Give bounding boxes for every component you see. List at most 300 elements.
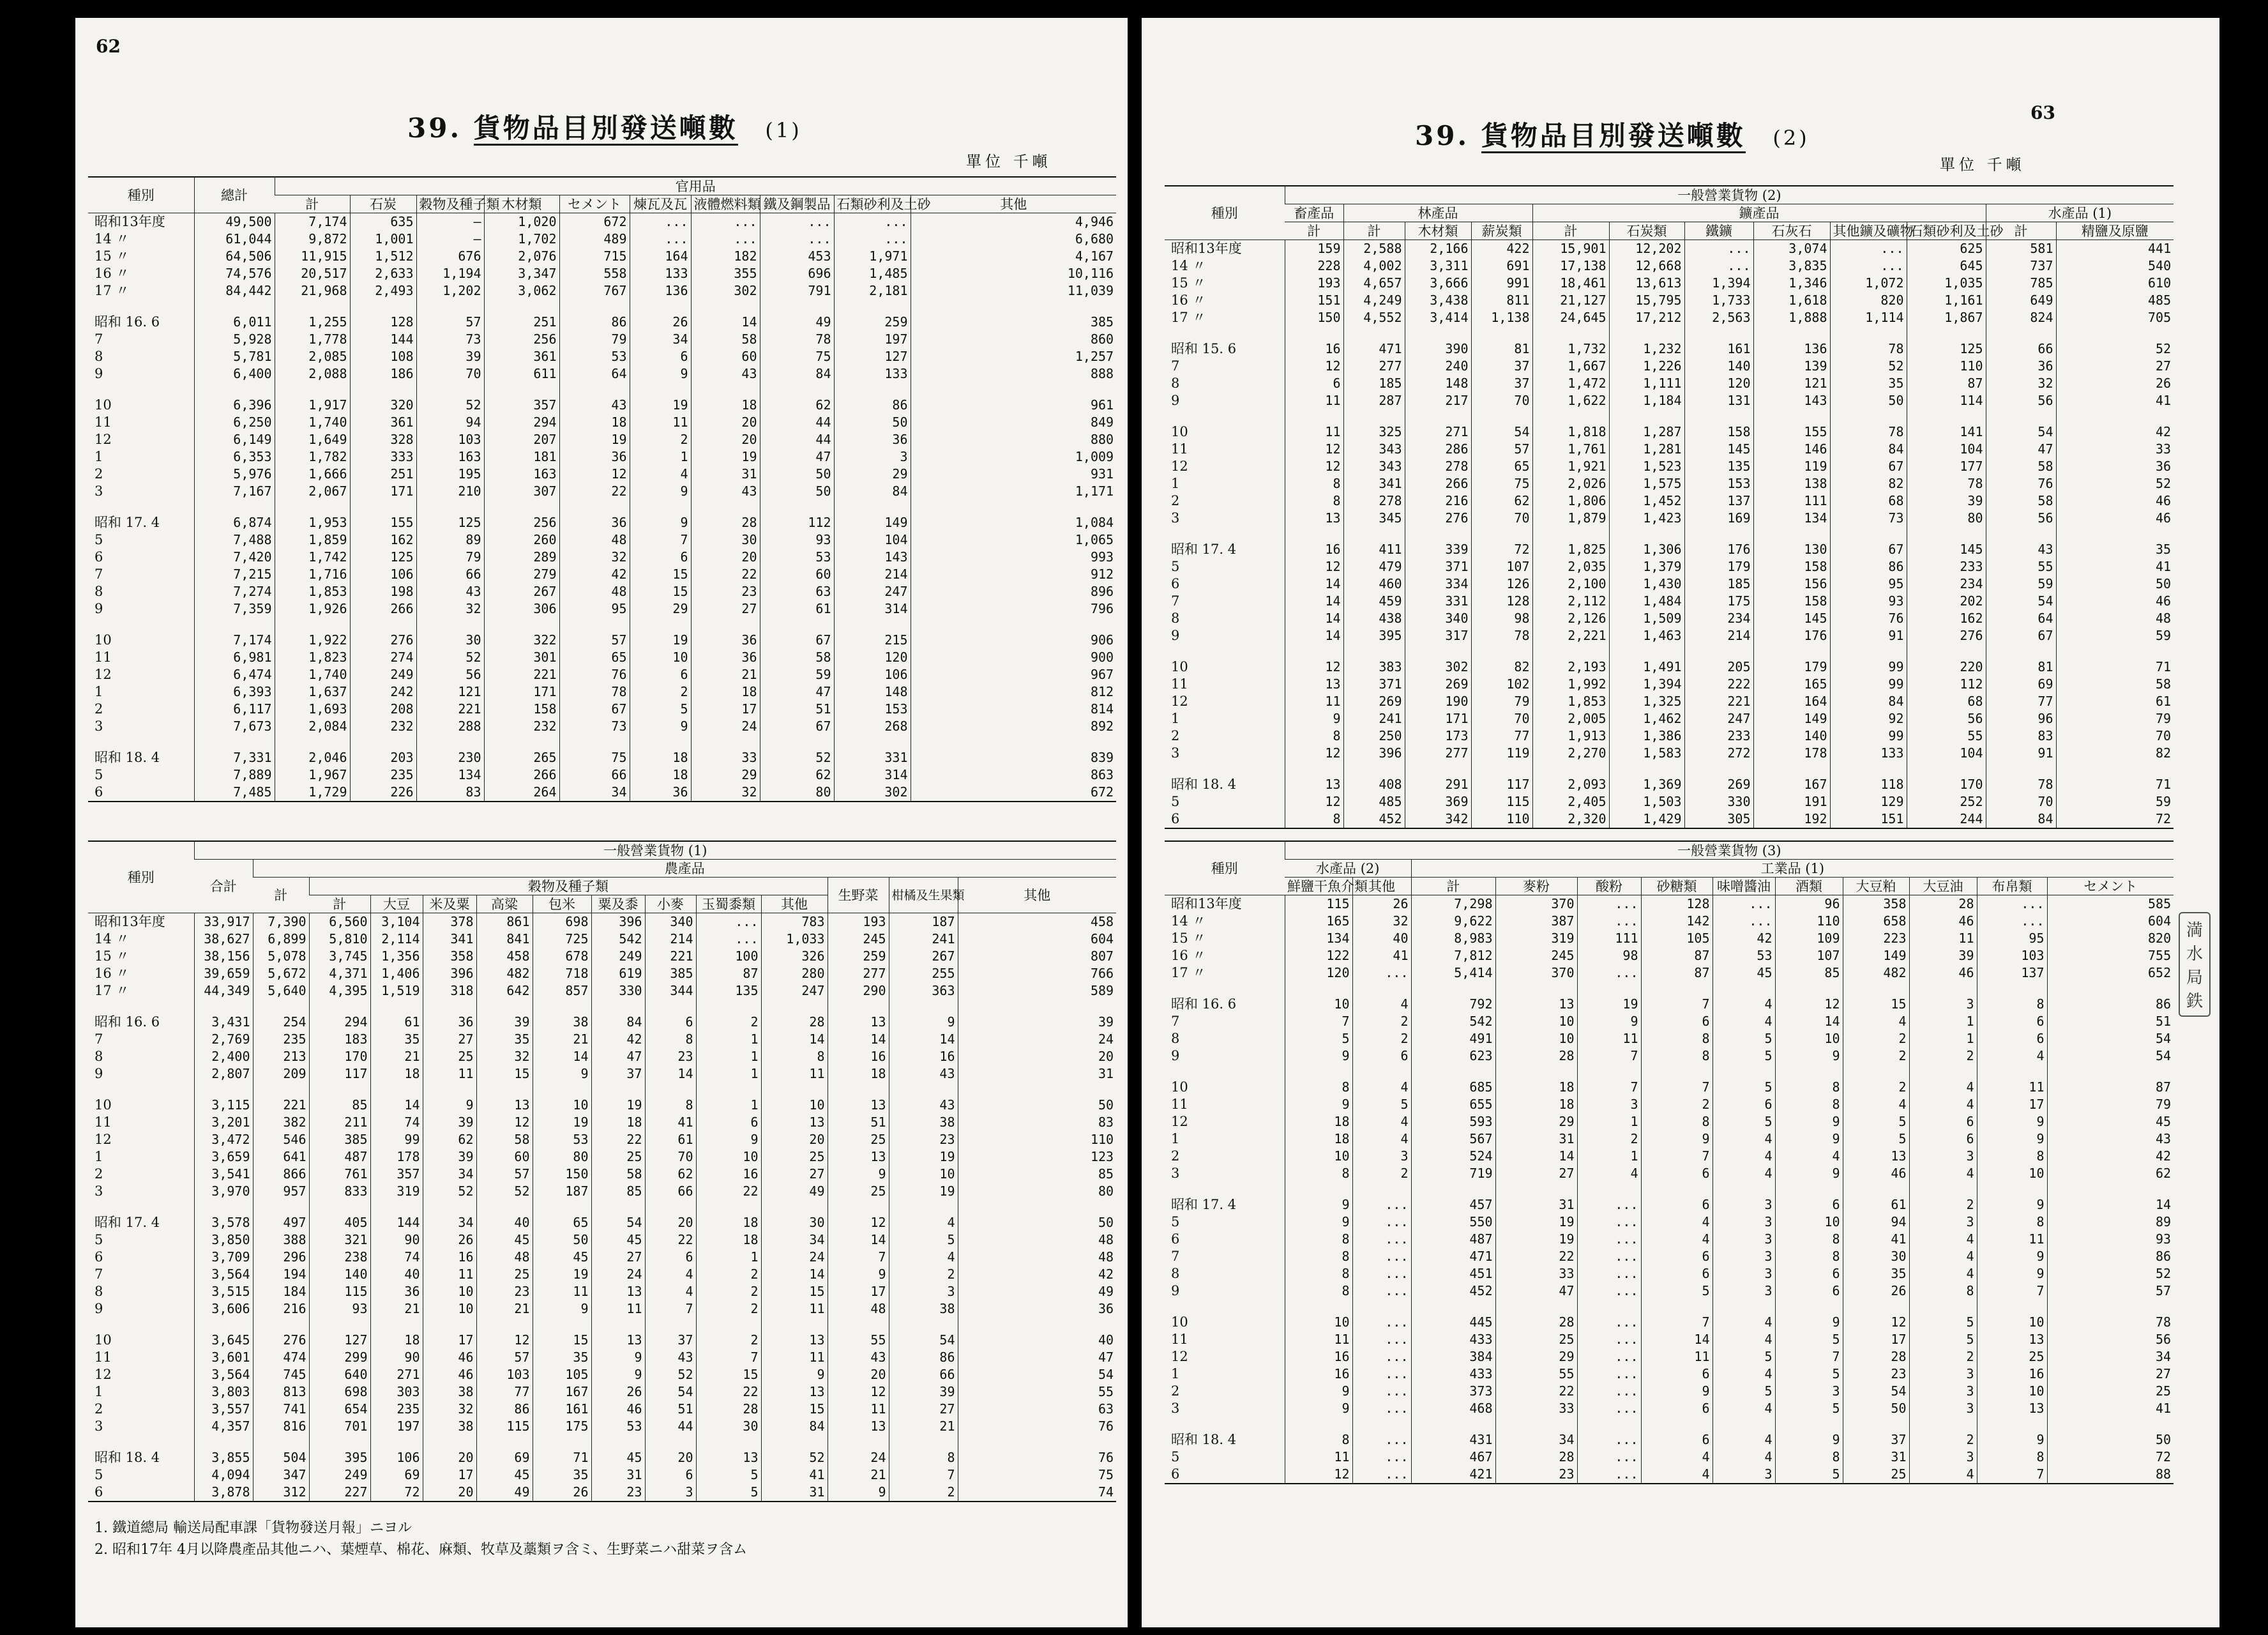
table-row xyxy=(88,965,1116,982)
cell-value: 857 xyxy=(533,982,591,1000)
cell-value xyxy=(1495,1300,1577,1314)
cell-value: 2 xyxy=(889,1484,958,1502)
table-row xyxy=(88,1249,1116,1266)
cell-value: 652 xyxy=(2047,964,2174,982)
cell-value: 4 xyxy=(1712,1400,1775,1417)
cell-value: 56 xyxy=(1907,710,1986,727)
cell-value xyxy=(958,1435,1116,1449)
cell-value: 3,835 xyxy=(1753,257,1830,275)
cell-value: 9 xyxy=(828,1484,889,1502)
cell-value: 208 xyxy=(350,701,416,718)
cell-value: 20 xyxy=(645,1449,696,1466)
cell-value: ... xyxy=(630,231,691,248)
cell-value: 9 xyxy=(1775,1431,1843,1449)
cell-value: 177 xyxy=(1907,458,1986,475)
cell-value xyxy=(1532,644,1609,658)
cell-value: 2,166 xyxy=(1405,240,1471,258)
cell-value: 685 xyxy=(1411,1079,1495,1096)
cell-value xyxy=(1843,1417,1909,1431)
cell-value: 57 xyxy=(559,632,630,649)
cell-value xyxy=(1609,527,1684,541)
cell-value: 13 xyxy=(1977,1400,2047,1417)
cell-value: 17 xyxy=(423,1466,476,1484)
cell-value: 26 xyxy=(533,1484,591,1502)
cell-value: 811 xyxy=(1471,292,1532,309)
cell-value: 36 xyxy=(630,784,691,802)
col-official-1: 石炭 xyxy=(350,195,416,213)
cell-value: 57 xyxy=(2047,1282,2174,1300)
cell-value xyxy=(1843,1065,1909,1079)
page-title xyxy=(1415,115,1810,153)
cell-value: 1,879 xyxy=(1532,510,1609,527)
cell-value: 159 xyxy=(1285,240,1343,258)
cell-value: 8 xyxy=(645,1097,696,1114)
cell-value: 36 xyxy=(834,431,911,448)
cell-value: 221 xyxy=(645,948,696,965)
cell-value: ... xyxy=(1352,1248,1411,1265)
cell-value: 3,347 xyxy=(484,265,559,282)
table-row xyxy=(88,1349,1116,1366)
cell-value: 43 xyxy=(691,483,760,500)
cell-value xyxy=(1343,326,1405,340)
table-row xyxy=(1165,693,2174,710)
cell-value: 1,853 xyxy=(275,583,350,600)
row-label xyxy=(1165,1417,1285,1431)
cell-value: 3,557 xyxy=(194,1401,253,1418)
cell-value: 259 xyxy=(828,948,889,965)
cell-value: 1,967 xyxy=(275,766,350,784)
cell-value: 17 xyxy=(691,701,760,718)
table-row xyxy=(88,583,1116,600)
cell-value: 37 xyxy=(1471,375,1532,392)
row-label: 10 xyxy=(1171,1314,1188,1330)
table-row xyxy=(88,1418,1116,1435)
cell-value xyxy=(696,1318,761,1332)
table-row xyxy=(1165,1079,2174,1096)
cell-value: 52 xyxy=(645,1366,696,1383)
cell-value: 88 xyxy=(2047,1466,2174,1484)
cell-value xyxy=(476,1318,533,1332)
cell-value xyxy=(533,1083,591,1097)
cell-value: 216 xyxy=(1405,492,1471,510)
cell-value: 3 xyxy=(1577,1096,1641,1113)
cell-value: 8 xyxy=(1285,1248,1352,1265)
cell-value: 3,115 xyxy=(194,1097,253,1114)
cell-value: 62 xyxy=(645,1166,696,1183)
cell-value xyxy=(253,1435,309,1449)
cell-value: 705 xyxy=(2056,309,2174,326)
cell-value: 38 xyxy=(423,1418,476,1435)
cell-value: 86 xyxy=(2047,996,2174,1013)
table-row xyxy=(1165,358,2174,375)
cell-value: 9 xyxy=(1285,1383,1352,1400)
cell-value: 321 xyxy=(309,1231,370,1249)
cell-value: 26 xyxy=(423,1231,476,1249)
cell-value xyxy=(1343,527,1405,541)
row-label: 5 xyxy=(1171,559,1180,574)
cell-value: 1,379 xyxy=(1609,558,1684,575)
col-g2-8: 其他鑛及礦物 xyxy=(1830,222,1907,240)
cell-value: 161 xyxy=(1684,340,1753,358)
cell-value: 314 xyxy=(834,600,911,618)
row-label: 8 xyxy=(1171,1031,1180,1046)
cell-value: 75 xyxy=(760,348,834,365)
cell-value: 128 xyxy=(1641,895,1712,913)
cell-value: 15 xyxy=(1843,996,1909,1013)
cell-value: 19 xyxy=(1495,1213,1577,1231)
cell-value: 4,946 xyxy=(911,213,1116,231)
cell-value xyxy=(1977,1182,2047,1196)
cell-value: 1 xyxy=(1577,1148,1641,1165)
cell-value: 4,395 xyxy=(309,982,370,1000)
cell-value: 42 xyxy=(1712,930,1775,947)
cell-value: 194 xyxy=(253,1266,309,1283)
cell-value: 67 xyxy=(1986,627,2056,644)
cell-value: 117 xyxy=(1471,776,1532,793)
cell-value: 13 xyxy=(591,1283,645,1300)
cell-value: 7 xyxy=(1977,1282,2047,1300)
cell-value xyxy=(696,1000,761,1014)
cell-value: 2,084 xyxy=(275,718,350,735)
cell-value: 824 xyxy=(1986,309,2056,326)
cell-value: 202 xyxy=(1907,593,1986,610)
cell-value: 370 xyxy=(1495,964,1577,982)
cell-value xyxy=(1411,982,1495,996)
row-label: 12 xyxy=(1171,459,1188,474)
cell-value: 813 xyxy=(253,1383,309,1401)
cell-value: 457 xyxy=(1411,1196,1495,1213)
cell-value: 98 xyxy=(1471,610,1532,627)
cell-value: 3 xyxy=(1712,1213,1775,1231)
cell-value: 43 xyxy=(1986,541,2056,558)
cell-value: 411 xyxy=(1343,541,1405,558)
cell-value: 45 xyxy=(476,1231,533,1249)
cell-value: 482 xyxy=(476,965,533,982)
cell-value: 9 xyxy=(761,1366,828,1383)
cell-value: 1,913 xyxy=(1532,727,1609,745)
cell-value: 1,138 xyxy=(1471,309,1532,326)
cell-value: 1,729 xyxy=(275,784,350,802)
cell-value: 326 xyxy=(761,948,828,965)
table-row xyxy=(88,300,1116,314)
cell-value: 136 xyxy=(630,282,691,300)
table-row xyxy=(88,1466,1116,1484)
cell-value: 4 xyxy=(1712,1331,1775,1348)
cell-value: 3,431 xyxy=(194,1014,253,1031)
cell-value: 146 xyxy=(1753,441,1830,458)
cell-value: 179 xyxy=(1684,558,1753,575)
cell-value: 5,810 xyxy=(309,931,370,948)
cell-value xyxy=(645,1000,696,1014)
cell-value: 66 xyxy=(416,566,484,583)
row-label: 1 xyxy=(94,1384,103,1399)
cell-value: 38 xyxy=(423,1383,476,1401)
cell-value: 61 xyxy=(370,1014,423,1031)
cell-value: 1,782 xyxy=(275,448,350,466)
cell-value: 232 xyxy=(350,718,416,735)
cell-value: 4 xyxy=(1775,1148,1843,1165)
cell-value: 331 xyxy=(834,749,911,766)
row-label: 7 xyxy=(1171,1249,1180,1264)
cell-value: 46 xyxy=(2056,593,2174,610)
col-kind: 種別 xyxy=(88,841,194,913)
cell-value: 371 xyxy=(1405,558,1471,575)
cell-value xyxy=(1977,982,2047,996)
cell-value: 2 xyxy=(696,1300,761,1318)
cell-value: 13 xyxy=(1285,676,1343,693)
cell-value: 70 xyxy=(1471,510,1532,527)
cell-value: 9 xyxy=(1775,1113,1843,1130)
cell-value: 27 xyxy=(2047,1365,2174,1383)
cell-value: 52 xyxy=(416,397,484,414)
cell-value: 27 xyxy=(889,1401,958,1418)
cell-value: 39 xyxy=(476,1014,533,1031)
cell-value xyxy=(1775,1300,1843,1314)
cell-value: 2 xyxy=(630,683,691,701)
cell-value: 86 xyxy=(476,1401,533,1418)
cell-value: 7,274 xyxy=(194,583,275,600)
cell-value: 1 xyxy=(1577,1113,1641,1130)
cell-value: 71 xyxy=(2056,776,2174,793)
cell-value: 205 xyxy=(1684,658,1753,676)
cell-value: 5 xyxy=(1352,1096,1411,1113)
cell-value: 19 xyxy=(889,1148,958,1166)
cell-value: 6 xyxy=(1775,1196,1843,1213)
cell-value xyxy=(1411,1182,1495,1196)
cell-value: 9 xyxy=(1641,1130,1712,1148)
cell-value: 14 xyxy=(761,1266,828,1283)
cell-value: 7,485 xyxy=(194,784,275,802)
cell-value: 171 xyxy=(484,683,559,701)
cell-value: 10 xyxy=(423,1300,476,1318)
cell-value: 1,491 xyxy=(1609,658,1684,676)
cell-value: 19 xyxy=(889,1183,958,1200)
cell-value: 62 xyxy=(2047,1165,2174,1182)
col-official-7: 鐵及鋼製品 xyxy=(760,195,834,213)
cell-value: 30 xyxy=(691,531,760,549)
cell-value: 1,740 xyxy=(275,414,350,431)
cell-value xyxy=(1532,326,1609,340)
cell-value: 11 xyxy=(1285,392,1343,409)
cell-value: 125 xyxy=(416,514,484,531)
col-kind: 種別 xyxy=(1165,841,1285,895)
cell-value xyxy=(958,1318,1116,1332)
cell-value xyxy=(253,1318,309,1332)
cell-value: 110 xyxy=(1471,810,1532,828)
cell-value: 1,423 xyxy=(1609,510,1684,527)
cell-value: 453 xyxy=(760,248,834,265)
cell-value: 66 xyxy=(889,1366,958,1383)
cell-value: 20 xyxy=(423,1449,476,1466)
cell-value: 3,709 xyxy=(194,1249,253,1266)
row-label: 昭和 16. 6 xyxy=(94,1014,160,1030)
cell-value xyxy=(484,383,559,397)
cell-value: 4 xyxy=(645,1266,696,1283)
cell-value: 29 xyxy=(630,600,691,618)
cell-value: 1,953 xyxy=(275,514,350,531)
row-label: 7 xyxy=(1171,593,1180,609)
cell-value: 3 xyxy=(1909,1148,1977,1165)
cell-value: 16 xyxy=(1977,1365,2047,1383)
cell-value xyxy=(1285,1300,1352,1314)
cell-value: 165 xyxy=(1285,913,1352,930)
cell-value: 28 xyxy=(1495,1314,1577,1331)
cell-value: 4 xyxy=(1909,1248,1977,1265)
cell-value: 10 xyxy=(1285,1314,1352,1331)
cell-value xyxy=(1909,1182,1977,1196)
cell-value: 3,745 xyxy=(309,948,370,965)
table-row xyxy=(1165,810,2174,828)
cell-value xyxy=(1775,1182,1843,1196)
cell-value: 13 xyxy=(761,1383,828,1401)
cell-value: 5 xyxy=(1712,1047,1775,1065)
cell-value: 383 xyxy=(1343,658,1405,676)
cell-value: 896 xyxy=(911,583,1116,600)
cell-value: 8 xyxy=(1977,1449,2047,1466)
cell-value: 10 xyxy=(889,1166,958,1183)
cell-value: 4 xyxy=(1712,1013,1775,1030)
cell-value: 44,349 xyxy=(194,982,253,1000)
cell-value: 9 xyxy=(591,1349,645,1366)
cell-value: 358 xyxy=(1843,895,1909,913)
row-label: 10 xyxy=(94,1097,112,1113)
cell-value: 63 xyxy=(760,583,834,600)
cell-value: 48 xyxy=(559,531,630,549)
cell-value: 46 xyxy=(1909,913,1977,930)
cell-value: 217 xyxy=(1405,392,1471,409)
cell-value: 1,001 xyxy=(350,231,416,248)
cell-value: 78 xyxy=(1471,627,1532,644)
table-row xyxy=(88,514,1116,531)
cell-value: 1,356 xyxy=(370,948,423,965)
cell-value: 66 xyxy=(559,766,630,784)
cell-value xyxy=(423,1318,476,1332)
cell-value: 355 xyxy=(691,265,760,282)
cell-value: 9 xyxy=(828,1266,889,1283)
cell-value: 252 xyxy=(1907,793,1986,810)
cell-value: 5,640 xyxy=(253,982,309,1000)
row-label: 7 xyxy=(94,1266,103,1282)
cell-value: 1,111 xyxy=(1609,375,1684,392)
cell-value: 54 xyxy=(2047,1047,2174,1065)
cell-value: 7 xyxy=(696,1349,761,1366)
table-row xyxy=(1165,1165,2174,1182)
col-grand-total: 合計 xyxy=(194,860,253,913)
cell-value: 50 xyxy=(2047,1431,2174,1449)
row-label: 11 xyxy=(94,1114,112,1130)
table-row xyxy=(1165,727,2174,745)
cell-value: 2 xyxy=(630,431,691,448)
cell-value: 47 xyxy=(760,448,834,466)
cell-value: 307 xyxy=(484,483,559,500)
cell-value: 13 xyxy=(828,1418,889,1435)
cell-value: 12,668 xyxy=(1609,257,1684,275)
cell-value: 197 xyxy=(834,331,911,348)
row-label: 昭和 15. 6 xyxy=(1171,341,1237,356)
cell-value: 345 xyxy=(1343,510,1405,527)
cell-value: 9 xyxy=(1775,1047,1843,1065)
cell-value: 5 xyxy=(1775,1365,1843,1383)
cell-value: 86 xyxy=(1830,558,1907,575)
footnote-2: 2. 昭和17年 4月以降農產品其他ニハ、葉煙草、棉花、麻類、牧草及藁類ヲ含ミ、生野菜ニハ甜菜ヲ含ム xyxy=(94,1542,748,1558)
row-label: 3 xyxy=(1171,1401,1180,1416)
cell-value: 737 xyxy=(1986,257,2056,275)
cell-value: 14 xyxy=(1285,627,1343,644)
table-row xyxy=(88,1031,1116,1048)
cell-value: 5 xyxy=(1641,1282,1712,1300)
cell-value: 4 xyxy=(1909,1231,1977,1248)
cell-value: 9 xyxy=(1285,1196,1352,1213)
cell-value: 165 xyxy=(1753,676,1830,693)
cell-value: 41 xyxy=(1843,1231,1909,1248)
cell-value: 114 xyxy=(1907,392,1986,409)
table-row xyxy=(1165,541,2174,558)
cell-value: 11 xyxy=(1977,1079,2047,1096)
cell-value: 460 xyxy=(1343,575,1405,593)
cell-value: 9 xyxy=(533,1065,591,1083)
cell-value: 18 xyxy=(1495,1079,1577,1096)
table-row xyxy=(1165,1265,2174,1282)
cell-value xyxy=(1641,1182,1712,1196)
cell-value: 78 xyxy=(760,331,834,348)
cell-value: 1,386 xyxy=(1609,727,1684,745)
cell-value: 50 xyxy=(760,466,834,483)
cell-value xyxy=(691,500,760,514)
cell-value: 4 xyxy=(1843,1096,1909,1113)
table-row xyxy=(88,683,1116,701)
cell-value: 278 xyxy=(1405,458,1471,475)
cell-value: 6 xyxy=(1641,1013,1712,1030)
cell-value: 76 xyxy=(559,666,630,683)
col-official-3: 木材類 xyxy=(484,195,559,213)
cell-value: 32 xyxy=(476,1048,533,1065)
cell-value: 312 xyxy=(253,1484,309,1502)
cell-value: 2,633 xyxy=(350,265,416,282)
cell-value: 1,394 xyxy=(1684,275,1753,292)
cell-value: 99 xyxy=(1830,727,1907,745)
cell-value: 43 xyxy=(828,1349,889,1366)
cell-value: 45 xyxy=(591,1449,645,1466)
cell-value: 46 xyxy=(423,1366,476,1383)
row-label: 15 〃 xyxy=(94,248,130,264)
cell-value xyxy=(630,383,691,397)
cell-value xyxy=(309,1318,370,1332)
table-row xyxy=(88,1200,1116,1214)
cell-value xyxy=(591,1200,645,1214)
cell-value: 3 xyxy=(1909,1383,1977,1400)
cell-value: 76 xyxy=(1986,475,2056,492)
cell-value: 82 xyxy=(1471,658,1532,676)
cell-value: ... xyxy=(1977,895,2047,913)
cell-value: 145 xyxy=(1684,441,1753,458)
row-label: 11 xyxy=(94,1350,112,1365)
cell-value: 256 xyxy=(484,331,559,348)
col-g3-2: 計 xyxy=(1411,878,1495,895)
row-label: 5 xyxy=(94,532,103,547)
cell-value: 30 xyxy=(761,1214,828,1231)
table-row xyxy=(88,466,1116,483)
cell-value: 9 xyxy=(1775,1165,1843,1182)
cell-value: 1,325 xyxy=(1609,693,1684,710)
cell-value: 9 xyxy=(1285,1096,1352,1113)
cell-value: 20 xyxy=(691,414,760,431)
cell-value xyxy=(911,618,1116,632)
cell-value: 39 xyxy=(423,1148,476,1166)
cell-value: 452 xyxy=(1411,1282,1495,1300)
cell-value: 111 xyxy=(1577,930,1641,947)
cell-value xyxy=(889,1435,958,1449)
row-label: 6 xyxy=(1165,810,1285,828)
